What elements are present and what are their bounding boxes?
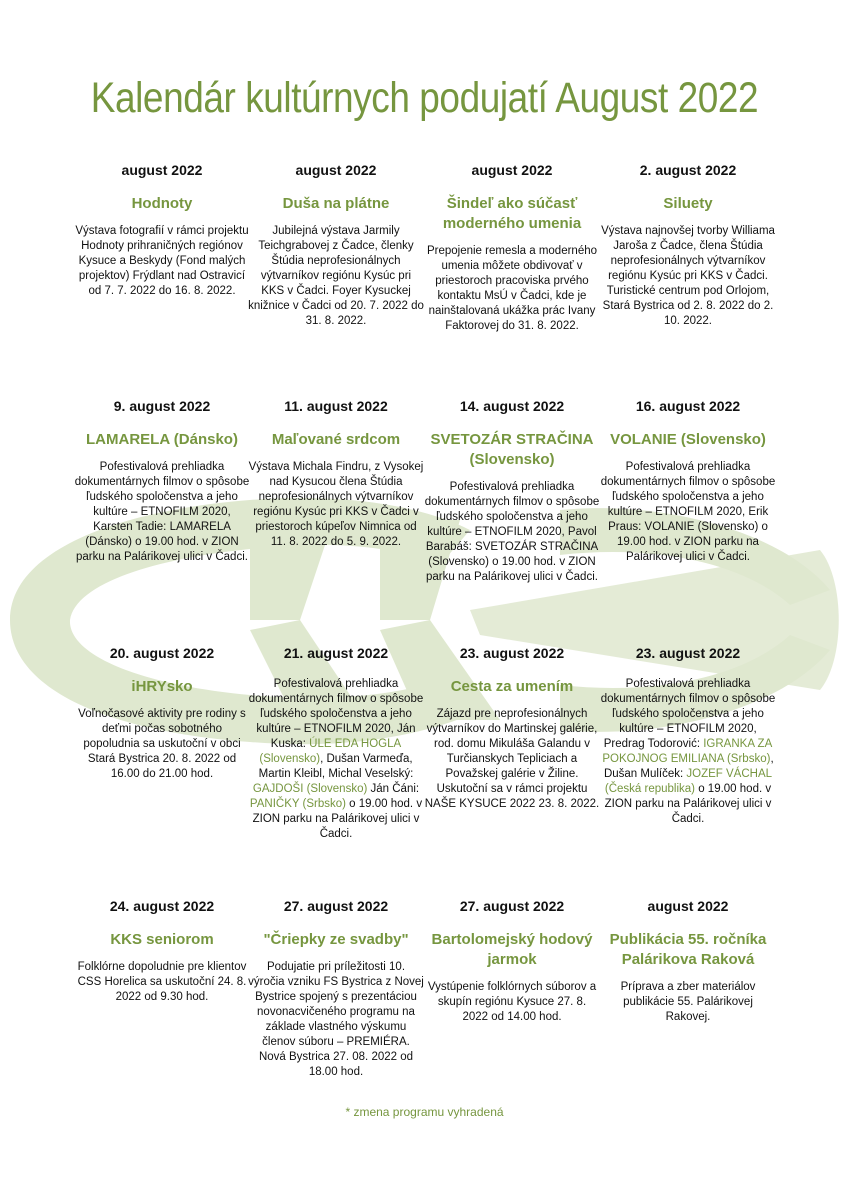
- event-description: [74, 224, 250, 299]
- footnote: * zmena programu vyhradená: [345, 1105, 504, 1119]
- event-date: 27. august 2022: [459, 898, 565, 914]
- event-cell: [248, 398, 424, 550]
- event-description: [424, 707, 600, 812]
- description-text: Pofestivalová prehliadka dokumentárnych filmov o spôsobe ľudského spoločenstva a jeho kultúre – ETNOFILM 2020, Erik Praus: VOLANIE (Slovensko) o 19.00 hod. v ZION parku na Palárikovej ulici v Čadci.: [600, 461, 776, 563]
- event-title: "Čriepky ze svadby": [263, 931, 409, 948]
- event-description: [74, 960, 250, 1005]
- event-title: Hodnoty: [131, 195, 193, 212]
- description-text: Podujatie pri príležitosti 10. výročia vzniku FS Bystrica z Novej Bystrice spojený s prezentáciou novonacvičeného programu na základe vlastného výskumu členov súboru – PREMIÉRA. Nová Bystrica 27. 08. 2022 od 18.00 hod.: [248, 961, 424, 1078]
- event-cell: [600, 645, 776, 827]
- description-text: Jubilejná výstava Jarmily Teichgrabovej z Čadce, členky Štúdia neprofesionálnych výtvarníkov regiónu Kysúc pri KKS v Čadci. Foyer Kysuckej knižnice v Čadci od 20. 7. 2022 do 31. 8. 2022.: [248, 225, 424, 327]
- highlighted-film-title: GAJDOŠI (Slovensko): [252, 783, 368, 795]
- event-title: Bartolomejský hodový jarmok: [431, 931, 593, 968]
- event-cell: [74, 898, 250, 1005]
- event-description: [600, 980, 776, 1025]
- event-date: 11. august 2022: [284, 398, 388, 414]
- description-text: Príprava a zber materiálov publikácie 55. Palárikovej Rakovej.: [620, 981, 756, 1023]
- event-cell: [74, 645, 250, 782]
- description-text: Pofestivalová prehliadka dokumentárnych filmov o spôsobe ľudského spoločenstva a jeho kultúre – ETNOFILM 2020, Pavol Barabáš: SVETOZÁR STRAČINA (Slovensko) o 19.00 hod. v ZION parku na Palárikovej ulici v Čadci.: [424, 481, 600, 583]
- description-text: Pofestivalová prehliadka dokumentárnych filmov o spôsobe ľudského spoločenstva a jeho kultúre – ETNOFILM 2020, Ján Kuska:: [248, 678, 424, 750]
- description-text: Ján Čáni:: [367, 783, 420, 795]
- event-date: 20. august 2022: [109, 645, 215, 661]
- event-description: [600, 460, 776, 565]
- highlighted-film-title: PANIČKY (Srbsko): [249, 798, 346, 810]
- event-description: [74, 460, 250, 565]
- event-date: 9. august 2022: [113, 398, 211, 414]
- event-cell: [424, 645, 600, 812]
- event-cell: [600, 162, 776, 329]
- description-text: Zájazd pre neprofesionálnych výtvarníkov do Martinskej galérie, rod. domu Mikuláša Galandu v Turčianskych Tepliciach a Považskej galérie v Žiline. Uskutoční sa v rámci projektu NAŠE KYSUCE 2022 23. 8. 2022.: [424, 708, 600, 810]
- event-title: VOLANIE (Slovensko): [610, 431, 766, 448]
- description-text: o 19.00 hod. v ZION parku na Palárikovej ulici v Čadci.: [604, 783, 772, 825]
- event-cell: [424, 398, 600, 585]
- event-title: Cesta za umením: [450, 678, 574, 695]
- event-description: [74, 707, 250, 782]
- event-description: [600, 677, 776, 827]
- description-text: o 19.00 hod. v ZION parku na Palárikovej ulici v Čadci.: [252, 798, 423, 840]
- event-date: august 2022: [121, 162, 203, 178]
- event-title: LAMARELA (Dánsko): [86, 431, 238, 448]
- event-cell: [248, 898, 424, 1080]
- page-title: Kalendár kultúrnych podujatí August 2022: [90, 74, 759, 122]
- description-text: , Dušan Varmeďa, Martin Kleibl, Michal Veselský:: [258, 753, 414, 780]
- event-date: 24. august 2022: [109, 898, 215, 914]
- event-description: [248, 224, 424, 329]
- description-text: Výstava najnovšej tvorby Williama Jaroša z Čadce, člena Štúdia neprofesionálnych výtvarníkov regiónu Kysúc pri KKS v Čadci. Turistické centrum pod Orlojom, Stará Bystrica od 2. 8. 2022 do 2. 10. 2022.: [601, 225, 775, 327]
- description-text: Pofestivalová prehliadka dokumentárnych filmov o spôsobe ľudského spoločenstva a jeho kultúre – ETNOFILM 2020, Karsten Tadie: LAMARELA (Dánsko) o 19.00 hod. v ZION parku na Palárikovej ulici v Čadci.: [74, 461, 250, 563]
- event-cell: [424, 162, 600, 334]
- description-text: Folklórne dopoludnie pre klientov CSS Horelica sa uskutoční 24. 8. 2022 od 9.30 hod.: [77, 961, 247, 1003]
- event-description: [248, 460, 424, 550]
- event-date: 14. august 2022: [459, 398, 565, 414]
- event-title: Publikácia 55. ročníka Palárikova Raková: [609, 931, 767, 968]
- event-date: 23. august 2022: [459, 645, 565, 661]
- highlighted-film-title: IGRANKA ZA POKOJNOG EMILIANA (Srbsko): [602, 738, 773, 765]
- event-title: iHRYsko: [131, 678, 193, 695]
- event-description: [248, 677, 424, 842]
- description-text: Výstava fotografií v rámci projektu Hodnoty prihraničných regiónov Kysuce a Beskydy (Fond malých projektov) Frýdlant nad Ostravicí od 7. 7. 2022 do 16. 8. 2022.: [75, 225, 249, 297]
- description-text: Výstava Michala Findru, z Vysokej nad Kysucou člena Štúdia neprofesionálnych výtvarníkov regiónu Kysúc pri KKS v Čadci v priestoroch kúpeľov Nimnica od 11. 8. 2022 do 5. 9. 2022.: [248, 461, 424, 548]
- event-description: [424, 980, 600, 1025]
- event-date: 21. august 2022: [283, 645, 389, 661]
- event-title: Siluety: [663, 195, 713, 212]
- event-cell: [248, 162, 424, 329]
- event-date: august 2022: [295, 162, 377, 178]
- event-title: KKS seniorom: [110, 931, 214, 948]
- event-description: [424, 480, 600, 585]
- description-text: Prepojenie remesla a moderného umenia môžete obdivovať v priestoroch pracoviska prvého kontaktu MsÚ v Čadci, kde je nainštalovaná ukážka prác Ivany Faktorovej do 31. 8. 2022.: [426, 245, 598, 332]
- event-cell: [248, 645, 424, 842]
- description-text: Pofestivalová prehliadka dokumentárnych filmov o spôsobe ľudského spoločenstva a jeho kultúre – ETNOFILM 2020, Predrag Todorović:: [600, 678, 776, 750]
- event-description: [424, 244, 600, 334]
- event-title: Šindeľ ako súčasť moderného umenia: [442, 195, 582, 232]
- event-cell: [600, 398, 776, 565]
- event-description: [248, 960, 424, 1080]
- event-title: Duša na plátne: [282, 195, 390, 212]
- highlighted-film-title: ÚLE EDA HOGLA (Slovensko): [259, 738, 402, 765]
- event-description: [600, 224, 776, 329]
- event-date: 23. august 2022: [635, 645, 741, 661]
- highlighted-film-title: JOZEF VÁCHAL (Česká republika): [604, 768, 773, 795]
- event-cell: [424, 898, 600, 1025]
- event-cell: [74, 398, 250, 565]
- description-text: , Dušan Mulíček:: [603, 753, 774, 780]
- event-date: august 2022: [471, 162, 553, 178]
- event-cell: [74, 162, 250, 299]
- event-date: 27. august 2022: [283, 898, 389, 914]
- event-date: 2. august 2022: [639, 162, 737, 178]
- event-date: 16. august 2022: [635, 398, 741, 414]
- event-cell: [600, 898, 776, 1025]
- description-text: Voľnočasové aktivity pre rodiny s deťmi počas sobotného popoludnia sa uskutoční v obci Stará Bystrica 20. 8. 2022 od 16.00 do 21.00 hod.: [78, 708, 246, 780]
- event-date: august 2022: [647, 898, 729, 914]
- event-title: Maľované srdcom: [271, 431, 401, 448]
- description-text: Vystúpenie folklórnych súborov a skupín regiónu Kysuce 27. 8. 2022 od 14.00 hod.: [427, 981, 597, 1023]
- event-title: SVETOZÁR STRAČINA (Slovensko): [430, 431, 594, 468]
